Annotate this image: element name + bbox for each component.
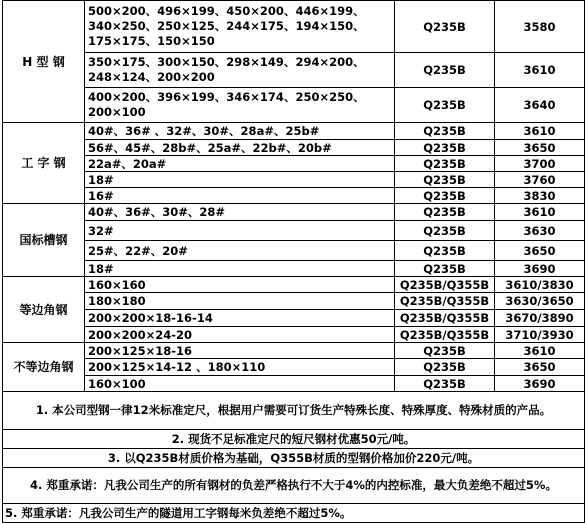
price-cell: 3710/3930 [495, 327, 585, 343]
spec-cell: 32# [85, 221, 395, 241]
price-cell: 3610 [495, 343, 585, 359]
note-row [3, 468, 585, 504]
price-cell: 3610 [495, 53, 585, 88]
material-cell: Q235B [395, 188, 495, 204]
material-cell: Q235B [395, 343, 495, 359]
price-cell: 3610 [495, 123, 585, 140]
note-row [3, 430, 585, 449]
material-cell: Q235B [395, 1, 495, 53]
spec-cell: 180×180 [85, 293, 395, 310]
price-cell: 3630/3650 [495, 293, 585, 310]
note-row [3, 392, 585, 430]
spec-cell: 200×125×18-16 [85, 343, 395, 359]
spec-cell: 200×200×24-20 [85, 327, 395, 343]
spec-cell: 500×200、496×199、450×200、446×199、340×250、250×125、244×175、194×150、175×175、150×150 [85, 1, 395, 53]
table-row [3, 376, 585, 392]
material-cell: Q235B [395, 204, 495, 221]
material-cell: Q235B [395, 221, 495, 241]
price-cell: 3640 [495, 88, 585, 123]
table-row [3, 277, 585, 293]
table-row [3, 204, 585, 221]
price-cell: 3760 [495, 172, 585, 188]
table-row [3, 241, 585, 261]
spec-cell: 18# [85, 261, 395, 277]
material-cell: Q235B [395, 261, 495, 277]
category-cell: H 型 钢 [3, 1, 85, 123]
table-row [3, 88, 585, 123]
note-text: 2. 现货不足标准定尺的短尺钢材优惠50元/吨。 [3, 430, 585, 449]
material-cell: Q235B [395, 140, 495, 156]
spec-cell: 400×200、396×199、346×174、250×250、200×100 [85, 88, 395, 123]
material-cell: Q235B [395, 359, 495, 376]
spec-cell: 16# [85, 188, 395, 204]
spec-cell: 350×175、300×150、298×149、294×200、248×124、200×200 [85, 53, 395, 88]
table-row [3, 188, 585, 204]
note-row [3, 504, 585, 523]
spec-cell: 200×200×18-16-14 [85, 310, 395, 327]
note-text: 3. 以Q235B材质价格为基础，Q355B材质的型钢价格加价220元/吨。 [3, 449, 585, 468]
table-row [3, 156, 585, 172]
material-cell: Q235B/Q355B [395, 327, 495, 343]
price-cell: 3610/3830 [495, 277, 585, 293]
material-cell: Q235B [395, 123, 495, 140]
spec-cell: 40#、36#、30#、28# [85, 204, 395, 221]
spec-cell: 18# [85, 172, 395, 188]
spec-cell: 40#、36# 、32#、30#、28a#、25b# [85, 123, 395, 140]
material-cell: Q235B [395, 88, 495, 123]
material-cell: Q235B [395, 172, 495, 188]
material-cell: Q235B [395, 156, 495, 172]
table-row [3, 140, 585, 156]
table-row [3, 1, 585, 53]
price-cell: 3580 [495, 1, 585, 53]
category-cell: 不等边角钢 [3, 343, 85, 392]
spec-cell: 160×100 [85, 376, 395, 392]
price-cell: 3670/3890 [495, 310, 585, 327]
category-cell: 国标槽钢 [3, 204, 85, 277]
price-cell: 3700 [495, 156, 585, 172]
price-cell: 3630 [495, 221, 585, 241]
spec-cell: 160×160 [85, 277, 395, 293]
note-text: 1. 本公司型钢一律12米标准定尺，根据用户需要可订货生产特殊长度、特殊厚度、特殊材质的产品。 [3, 392, 585, 430]
price-cell: 3650 [495, 140, 585, 156]
material-cell: Q235B [395, 53, 495, 88]
table-row [3, 310, 585, 327]
spec-cell: 22a#、20a# [85, 156, 395, 172]
note-text: 5. 郑重承诺：凡我公司生产的隧道用工字钢每米负差绝不超过5%。 [3, 504, 585, 523]
table-row [3, 123, 585, 140]
table-row [3, 53, 585, 88]
price-cell: 3830 [495, 188, 585, 204]
material-cell: Q235B/Q355B [395, 293, 495, 310]
steel-price-table [2, 0, 585, 523]
table-row [3, 359, 585, 376]
price-cell: 3690 [495, 376, 585, 392]
spec-cell: 56#、45#、28b#、25a#、22b#、20b# [85, 140, 395, 156]
material-cell: Q235B/Q355B [395, 277, 495, 293]
price-cell: 3690 [495, 261, 585, 277]
table-row [3, 261, 585, 277]
table-row [3, 343, 585, 359]
table-row [3, 327, 585, 343]
price-cell: 3650 [495, 359, 585, 376]
category-cell: 工 字 钢 [3, 123, 85, 204]
material-cell: Q235B [395, 376, 495, 392]
price-cell: 3650 [495, 241, 585, 261]
price-table-body [3, 0, 585, 523]
table-row [3, 293, 585, 310]
material-cell: Q235B/Q355B [395, 310, 495, 327]
spec-cell: 200×125×14-12 、180×110 [85, 359, 395, 376]
note-row [3, 449, 585, 468]
category-cell: 等边角钢 [3, 277, 85, 343]
spec-cell: 25#、22#、20# [85, 241, 395, 261]
table-row [3, 172, 585, 188]
material-cell: Q235B [395, 241, 495, 261]
note-text: 4. 郑重承诺：凡我公司生产的所有钢材的负差严格执行不大于4%的内控标准，最大负差绝不超过5%。 [3, 468, 585, 504]
price-cell: 3610 [495, 204, 585, 221]
table-row [3, 221, 585, 241]
